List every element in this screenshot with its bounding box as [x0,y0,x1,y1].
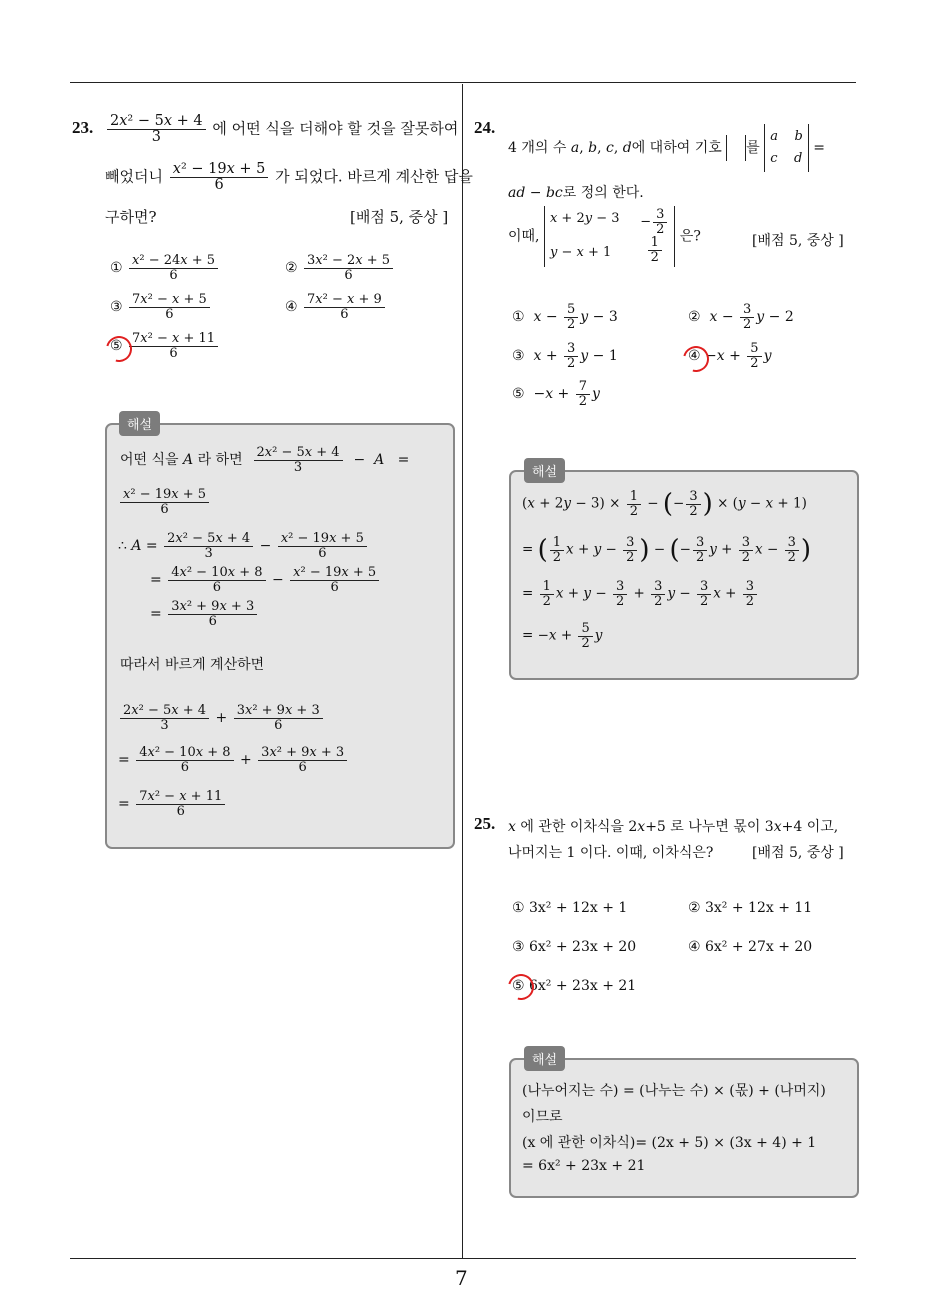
q24-det-def: a b c d [764,124,809,172]
q23-choice-5[interactable]: ⑤ $\frac{\text{7x² − x + 11}}{6}$ [110,332,220,360]
q24-number: 24. [474,118,496,137]
q25-number: 25. [474,814,496,833]
q23-choice-4[interactable]: ④ $\frac{\text{7x² − x + 9}}{6}$ [285,293,387,321]
q23-explain-tag: 해설 [119,411,160,436]
q23-line2 [105,162,473,193]
q23-frac-main: $\frac{\text{2x² − 5x + 4}}{3}$ [107,114,206,145]
q23-exp-l5: = $\frac{\text{3x² + 9x + 3}}{6}$ [150,600,259,628]
q25-choice-1[interactable]: ① 3x² + 12x + 1 [512,900,628,916]
q23-frac-wrong: $\frac{\text{x² − 19x + 5}}{6}$ [170,162,269,193]
q25-score: [배점 5, 중상 ] [752,845,844,861]
q25-choice-3[interactable]: ③ 6x² + 23x + 20 [512,939,637,955]
q23-score: [배점 5, 중상 ] [350,208,449,226]
column-divider [462,84,463,1258]
q24-choice-4[interactable]: ④ −x + $\frac{5}{2}$ y [688,341,772,371]
q23-exp-l8: = $\frac{\text{7x² − x + 11}}{6}$ [118,790,227,818]
q23-line1 [105,114,458,145]
q24-line2: ad − bc로 정의 한다. [508,185,644,201]
q24-exp-l1: (x + 2y − 3) × $\frac{1}{2}$ − (− $\frac{3}{2}$ ) × (y − x + 1) [522,489,807,520]
q23-exp-text2: 따라서 바르게 계산하면 [120,657,265,673]
top-rule [70,82,856,83]
q24-line3: 이때, x + 2y − 3 y − x + 1 − $\frac{3}{2}$ $\frac{1}{2}$ 은? [508,207,701,265]
q25-explanation-box [509,1058,859,1198]
q23-text2a: 빼었더니 [105,167,163,186]
q25-line1: x 에 관한 이차식을 2x+5 로 나누면 몫이 3x+4 이고, [508,819,839,835]
q25-choice-4[interactable]: ④ 6x² + 27x + 20 [688,939,813,955]
q25-exp-l2: 이므로 [522,1109,563,1125]
q24-choice-5[interactable]: ⑤ −x + $\frac{7}{2}$ y [512,379,600,409]
q24-exp-l2: = ( $\frac{1}{2}$ x + y − $\frac{3}{2}$ ) − (− $\frac{3}{2}$ y + $\frac{3}{2}$ x − $\frac{3}{2}$ ) [522,535,812,566]
q23-exp-l6: $\frac{\text{2x² − 5x + 4}}{3}$ + $\frac{\text{3x² + 9x + 3}}{6}$ [118,704,325,732]
q25-answer-mark [503,969,539,1005]
q23-exp-l7: = $\frac{\text{4x² − 10x + 8}}{6}$ + $\frac{\text{3x² + 9x + 3}}{6}$ [118,746,349,774]
q25-text2: 나머지는 1 이다. 이때, 이차식은? [508,845,714,861]
q24-choice-3[interactable]: ③ x + $\frac{3}{2}$ y − 1 [512,341,618,371]
q23-text1: 에 어떤 식을 더해야 할 것을 잘못하여 [212,119,459,138]
q24-choice-1[interactable]: ① x − $\frac{5}{2}$ y − 3 [512,302,618,332]
q25-choice-2[interactable]: ② 3x² + 12x + 11 [688,900,813,916]
q25-exp-l3: (x 에 관한 이차식)= (2x + 5) × (3x + 4) + 1 [522,1135,817,1151]
q23-number: 23. [72,118,94,137]
bottom-rule [70,1258,856,1259]
q24-det-question: x + 2y − 3 y − x + 1 − $\frac{3}{2}$ $\frac{1}{2}$ [544,206,675,267]
q23-text2b: 가 되었다. 바르게 계산한 답을 [275,167,473,186]
q23-exp-l1: 어떤 식을 A 라 하면 $\frac{\text{2x² − 5x + 4}}{3}$ − A = [120,445,410,475]
q25-exp-l4: = 6x² + 23x + 21 [522,1158,646,1174]
q23-choice-2[interactable]: ② $\frac{\text{3x² − 2x + 5}}{6}$ [285,254,395,282]
q24-symbol [726,135,746,161]
q24-explain-tag: 해설 [524,458,565,483]
q23-exp-l3: ∴ A = $\frac{\text{2x² − 5x + 4}}{3}$ − $\frac{\text{x² − 19x + 5}}{6}$ [118,532,369,560]
q23-exp-l4: = $\frac{\text{4x² − 10x + 8}}{6}$ − $\frac{\text{x² − 19x + 5}}{6}$ [150,566,381,594]
q24-line1: 4 개의 수 a, b, c, d에 대하여 기호 를 a b c d = [508,124,825,172]
q25-explain-tag: 해설 [524,1046,565,1071]
q23-choice-1[interactable]: ① $\frac{\text{x² − 24x + 5}}{6}$ [110,254,220,282]
q24-choice-2[interactable]: ② x − $\frac{3}{2}$ y − 2 [688,302,794,332]
q24-exp-l4: = −x + $\frac{5}{2}$ y [522,621,603,651]
q25-choice-5[interactable]: ⑤ 6x² + 23x + 21 [512,978,637,994]
q23-choice-3[interactable]: ③ $\frac{\text{7x² − x + 5}}{6}$ [110,293,212,321]
q24-exp-l3: = $\frac{1}{2}$ x + y − $\frac{3}{2}$ + $\frac{3}{2}$ y − $\frac{3}{2}$ x + $\frac{3}{2}$ [522,580,759,608]
q24-score: [배점 5, 중상 ] [752,233,844,249]
q25-exp-l1: (나누어지는 수) = (나누는 수) × (몫) + (나머지) [522,1083,826,1099]
page-number: 7 [455,1266,468,1290]
q23-text3: 구하면? [105,208,157,226]
q23-exp-l2: $\frac{\text{x² − 19x + 5}}{6}$ [118,488,211,516]
